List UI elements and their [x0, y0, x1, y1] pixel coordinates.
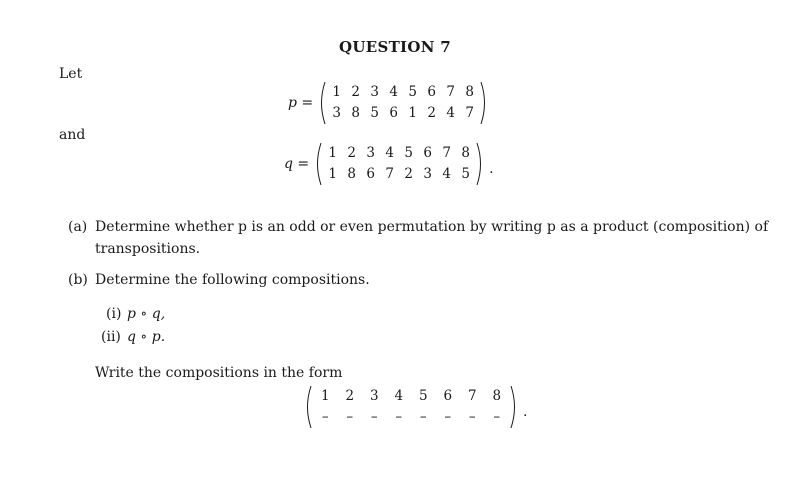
p-bottom-cell: 4 — [446, 105, 455, 121]
right-paren-icon — [509, 385, 519, 429]
sub-ii-expr: q ∘ p. — [127, 329, 166, 345]
sub-i-expr: p ∘ q, — [127, 306, 166, 322]
form-top-cell: 6 — [443, 388, 453, 404]
p-bottom-cell: 8 — [351, 105, 360, 121]
form-top-cell: 8 — [492, 388, 502, 404]
q-top-cell: 4 — [385, 145, 394, 161]
form-bottom-cell: – — [468, 409, 476, 425]
q-bottom-cell: 1 — [328, 166, 337, 182]
form-bottom-cell: – — [395, 409, 403, 425]
form-top-cell: 2 — [345, 388, 355, 404]
part-a-line2: transpositions. — [95, 241, 201, 257]
matrix-q-grid — [323, 143, 475, 185]
matrix-p-grid — [327, 82, 479, 124]
right-paren-icon — [479, 81, 489, 125]
q-top-cell: 5 — [404, 145, 413, 161]
q-top-cell: 8 — [461, 145, 470, 161]
form-bottom-cell: – — [321, 409, 329, 425]
q-bottom-cell: 6 — [366, 166, 375, 182]
left-paren-icon — [303, 385, 313, 429]
p-bottom-cell: 1 — [408, 105, 417, 121]
matrix-p — [288, 81, 489, 125]
left-paren-icon — [313, 142, 323, 186]
p-bottom-cell: 3 — [332, 105, 341, 121]
q-bottom-cell: 8 — [347, 166, 356, 182]
q-top-cell: 3 — [366, 145, 375, 161]
q-bottom-cell: 2 — [404, 166, 413, 182]
p-bottom-cell: 6 — [389, 105, 398, 121]
p-top-cell: 5 — [408, 84, 417, 100]
q-top-cell: 2 — [347, 145, 356, 161]
part-a-label: (a) — [68, 219, 88, 235]
q-top-cell: 1 — [328, 145, 337, 161]
p-top-cell: 2 — [351, 84, 360, 100]
q-bottom-cell: 4 — [442, 166, 451, 182]
p-top-cell: 6 — [427, 84, 436, 100]
form-top-cell: 7 — [467, 388, 477, 404]
p-top-cell: 1 — [332, 84, 341, 100]
part-b-label: (b) — [68, 272, 88, 288]
form-top-cell: 1 — [320, 388, 330, 404]
p-bottom-cell: 7 — [465, 105, 474, 121]
p-top-cell: 8 — [465, 84, 474, 100]
form-bottom-cell: – — [346, 409, 354, 425]
form-bottom-cell: – — [444, 409, 452, 425]
q-bottom-cell: 3 — [423, 166, 432, 182]
form-top-cell: 3 — [369, 388, 379, 404]
form-bottom-cell: – — [370, 409, 378, 425]
question-title: QUESTION 7 — [338, 38, 452, 56]
p-bottom-cell: 5 — [370, 105, 379, 121]
sub-ii-label: (ii) — [101, 329, 121, 345]
q-bottom-cell: 5 — [461, 166, 470, 182]
write-instruction: Write the compositions in the form — [95, 365, 343, 381]
q-bottom-cell: 7 — [385, 166, 394, 182]
matrix-form-period: . — [523, 404, 528, 420]
let-label: Let — [59, 66, 83, 82]
and-label: and — [59, 127, 86, 143]
p-top-cell: 7 — [446, 84, 455, 100]
q-top-cell: 7 — [442, 145, 451, 161]
matrix-q-label: q = — [284, 156, 310, 172]
matrix-form — [303, 385, 527, 429]
matrix-q-period: . — [489, 161, 494, 177]
p-top-cell: 3 — [370, 84, 379, 100]
left-paren-icon — [317, 81, 327, 125]
q-top-cell: 6 — [423, 145, 432, 161]
form-top-cell: 4 — [394, 388, 404, 404]
p-top-cell: 4 — [389, 84, 398, 100]
form-bottom-cell: – — [419, 409, 427, 425]
matrix-p-label: p = — [288, 95, 314, 111]
part-a-line1: Determine whether p is an odd or even permutation by writing p as a product (composition) of — [95, 219, 769, 235]
matrix-q — [284, 142, 494, 186]
right-paren-icon — [475, 142, 485, 186]
part-b-text: Determine the following compositions. — [95, 272, 370, 288]
p-bottom-cell: 2 — [427, 105, 436, 121]
sub-i-label: (i) — [106, 306, 122, 322]
matrix-form-grid — [313, 386, 509, 428]
form-bottom-cell: – — [493, 409, 501, 425]
form-top-cell: 5 — [418, 388, 428, 404]
